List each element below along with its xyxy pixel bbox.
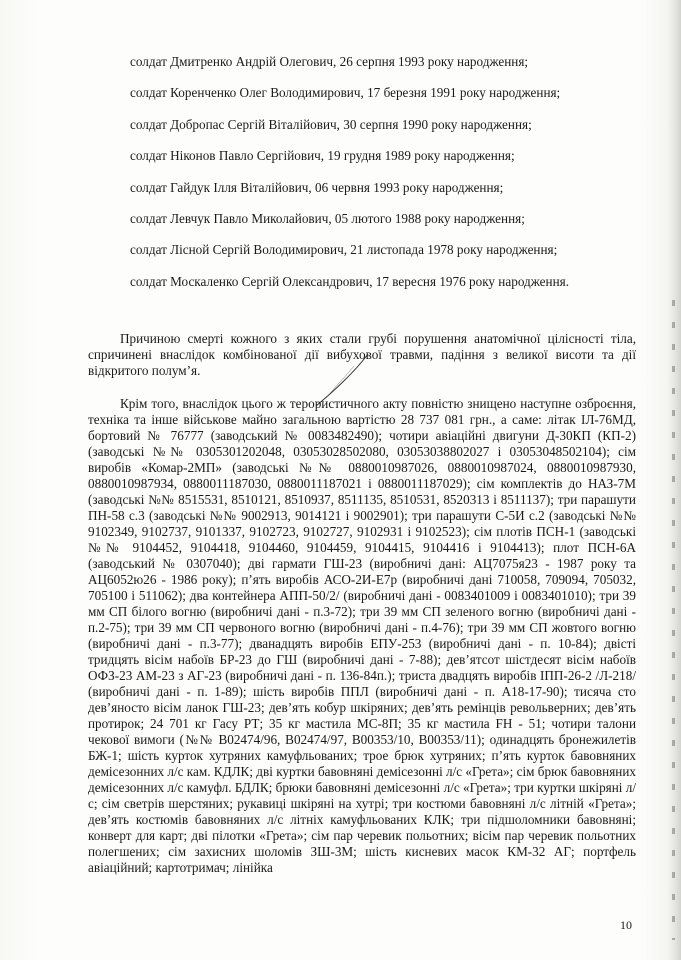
soldier-entry: солдат Коренченко Олег Володимирович, 17 березня 1991 року народження; xyxy=(130,85,561,101)
soldier-entry: солдат Ніконов Павло Сергійович, 19 грудня 1989 року народження; xyxy=(130,148,515,164)
soldier-entry: солдат Москаленко Сергій Олександрович, 17 вересня 1976 року народження. xyxy=(130,273,570,289)
soldier-entry: солдат Гайдук Ілля Віталійович, 06 червня 1993 року народження; xyxy=(130,179,504,195)
soldier-entry: солдат Добропас Сергій Віталійович, 30 серпня 1990 року народження; xyxy=(130,116,532,132)
binding-marks xyxy=(672,300,675,940)
soldier-entry: солдат Левчук Павло Миколайович, 05 лютого 1988 року народження; xyxy=(130,210,525,226)
page-number: 10 xyxy=(620,918,632,932)
cause-of-death-paragraph: Причиною смерті кожного з яких стали грубі порушення анатомічної цілісності тіла, спричинені внаслідок комбінованої дії вибухової травми, падіння з великої висоти та дії відкритого полум’я. xyxy=(88,331,636,379)
soldier-entry: солдат Дмитренко Андрій Олегович, 26 серпня 1993 року народження; xyxy=(130,54,529,69)
soldier-entry: солдат Лісной Сергій Володимирович, 21 листопада 1978 року народження; xyxy=(130,242,558,258)
destroyed-property-paragraph: Крім того, внаслідок цього ж терористичного акту повністю знищено наступне озброєння, техніка та інше військове майно загальною вартістю 28 737 081 грн., а саме: літак ІЛ-76МД, бортовий № 76777 (заводський № 0083482490); чотири авіаційні двигуни Д-30КП (КП-2) (заводські №№ 0305301202048, 03053028502080, 03053038802027 і 03053048502104); сім виробів «Комар-2МП» (заводські №№ 0880010987026, 0880010987024, 0880010987930, 0880010987934, 0880011187030, 0880011187021 і 0880011187029); сім комплектів до НАЗ-7М (заводські №№ 8515531, 8510121, 8510937, 8511135, 8510531, 8520313 і 8511137); три парашути ПН-58 с.3 (заводські №№ 9002913, 9014121 і 9002901); три парашути С-5И с.2 (заводські №№ 9102349, 9102737, 9101337, 9102723, 9102727, 9102931 і 9102523); сім плотів ПСН-1 (заводські №№ 9104452, 9104418, 9104460, 9104459, 9104415, 9104416 і 9104413); плот ПСН-6А (заводський № 0307040); дві гармати ГШ-23 (виробничі дані: АЦ7075я23 - 1987 року та АЦ6052ю26 - 1986 року); п’ять виробів АСО-2И-Е7р (виробничі дані 710058, 709094, 705032, 705100 і 511062); два контейнера АПП-50/2/ (виробничі дані - 0083401009 і 0083401010); три 39 мм СП білого вогню (виробничі дані - п.3-72); три 39 мм СП зеленого вогню (виробничі дані - п.2-75); три 39 мм СП червоного вогню (виробничі дані - п.4-76); три 39 мм СП жовтого вогню (виробничі дані - п.3-77); дванадцять виробів ЕПУ-253 (виробничі дані - п. 10-84); двісті тридцять вісім набоїв БР-23 до ГШ (виробничі дані - 7-88); дев’ятсот шістдесят вісім набоїв ОФЗ-23 АМ-23 з АГ-23 (виробничі дані - п. 136-84п.); триста двадцять виробів ІПП-26-2 /Л-218/ (виробничі дані - п. 1-89); шість виробів ППЛ (виробничі дані - п. А18-17-90); тисяча сто дев’яносто вісім ланок ГШ-23; дев’ять кобур шкіряних; дев’ять ремінців револьверних; дев’ять протирок; 24 701 кг Гасу РТ; 35 кг мастила МС-8П; 35 кг мастила FH - 51; чотири талони чекової вимоги (№№ В02474/96, В02474/97, В00353/10, В00353/11); одинадцять бронежилетів БЖ-1; шість курток хутряних камуфльованих; трое брюк хутряних; п’ять курток бавовняних демісезонних л/с кам. КДЛК; дві куртки бавовняні демісезонні л/с «Грета»; сім брюк бавовняних демісезонних л/с камуфл. БДЛК; брюки бавовняні демісезонні л/с «Грета»; три куртки шкіряні л/с; сім светрів шерстяних; рукавиці шкіряні на хутрі; три костюми бавовняні л/с літній «Грета»; дев’ять костюмів бавовняних л/с літніх камуфльованих КЛК; три підшоломники бавовняні; конверт для карт; дві пілотки «Грета»; сім пар черевик польотних; вісім пар черевик польотних полегшених; сім захисних шоломів ЗШ-3М; шість кисневих масок КМ-32 АГ; портфель авіаційний; картотримач; лінійка xyxy=(88,396,636,876)
soldier-list xyxy=(130,54,650,305)
